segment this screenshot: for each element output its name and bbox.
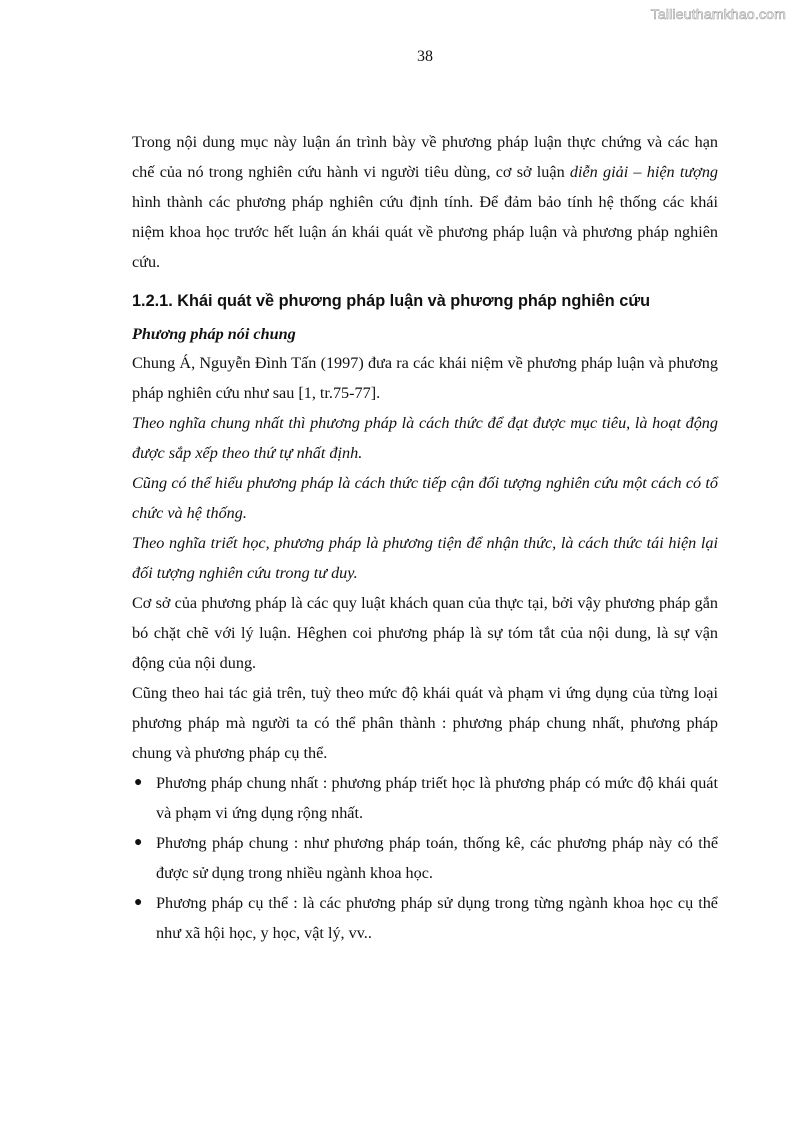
quote-definition-1: Theo nghĩa chung nhất thì phương pháp là cách thức để đạt được mục tiêu, là hoạt động được sắp xếp theo thứ tự nhất định. [132,414,718,462]
subheading: Phương pháp nói chung [132,325,296,343]
section-heading: 1.2.1. Khái quát về phương pháp luận và phương pháp nghiên cứu [132,292,651,310]
list-item-text: Phương pháp chung : như phương pháp toán, thống kê, các phương pháp này có thể được sử dụng trong nhiều ngành khoa học. [156,834,718,882]
list-item [132,888,718,948]
paragraph-method-basis: Cơ sở của phương pháp là các quy luật khách quan của thực tại, bởi vậy phương pháp gắn bó chặt chẽ với lý luận. Hêghen coi phương pháp là sự tóm tắt của nội dung, là sự vận động của nội dung. [132,594,718,672]
list-item [132,828,718,888]
quote-definition-2: Cũng có thể hiểu phương pháp là cách thức tiếp cận đối tượng nghiên cứu một cách có tổ chức và hệ thống. [132,474,718,522]
page-number: 38 [417,48,433,65]
intro-text-start: Trong nội dung mục này luận án trình bày về phương pháp luận thực chứng và các hạn chế của nó trong nghiên cứu hành vi người tiêu dùng, cơ sở luận [132,133,718,181]
list-item-text: Phương pháp cụ thể : là các phương pháp sử dụng trong từng ngành khoa học cụ thể như xã hội học, y học, vật lý, vv.. [156,894,718,942]
list-item-text: Phương pháp chung nhất : phương pháp triết học là phương pháp có mức độ khái quát và phạm vi ứng dụng rộng nhất. [156,774,718,822]
paragraph-method-classification: Cũng theo hai tác giả trên, tuỳ theo mức độ khái quát và phạm vi ứng dụng của từng loại phương pháp mà người ta có thể phân thành : phương pháp chung nhất, phương pháp chung và phương pháp cụ thể. [132,684,718,762]
bullet-icon: ● [134,895,143,910]
intro-paragraph [132,127,718,277]
quote-definition-3: Theo nghĩa triết học, phương pháp là phương tiện để nhận thức, là cách thức tái hiện lại đối tượng nghiên cứu trong tư duy. [132,534,718,582]
watermark-text: Tailieuthamkhao.com [650,6,786,22]
paragraph-definition-source: Chung Á, Nguyễn Đình Tấn (1997) đưa ra các khái niệm về phương pháp luận và phương pháp nghiên cứu như sau [1, tr.75-77]. [132,354,718,402]
list-item [132,768,718,828]
intro-italic-term: diễn giải – hiện tượng [569,163,719,181]
method-type-list [132,768,718,948]
bullet-icon: ● [134,775,143,790]
intro-text-end: hình thành các phương pháp nghiên cứu định tính. Để đảm bảo tính hệ thống các khái niệm khoa học trước hết luận án khái quát về phương pháp luận và phương pháp nghiên cứu. [132,193,718,271]
document-body [132,127,718,948]
bullet-icon: ● [134,835,143,850]
